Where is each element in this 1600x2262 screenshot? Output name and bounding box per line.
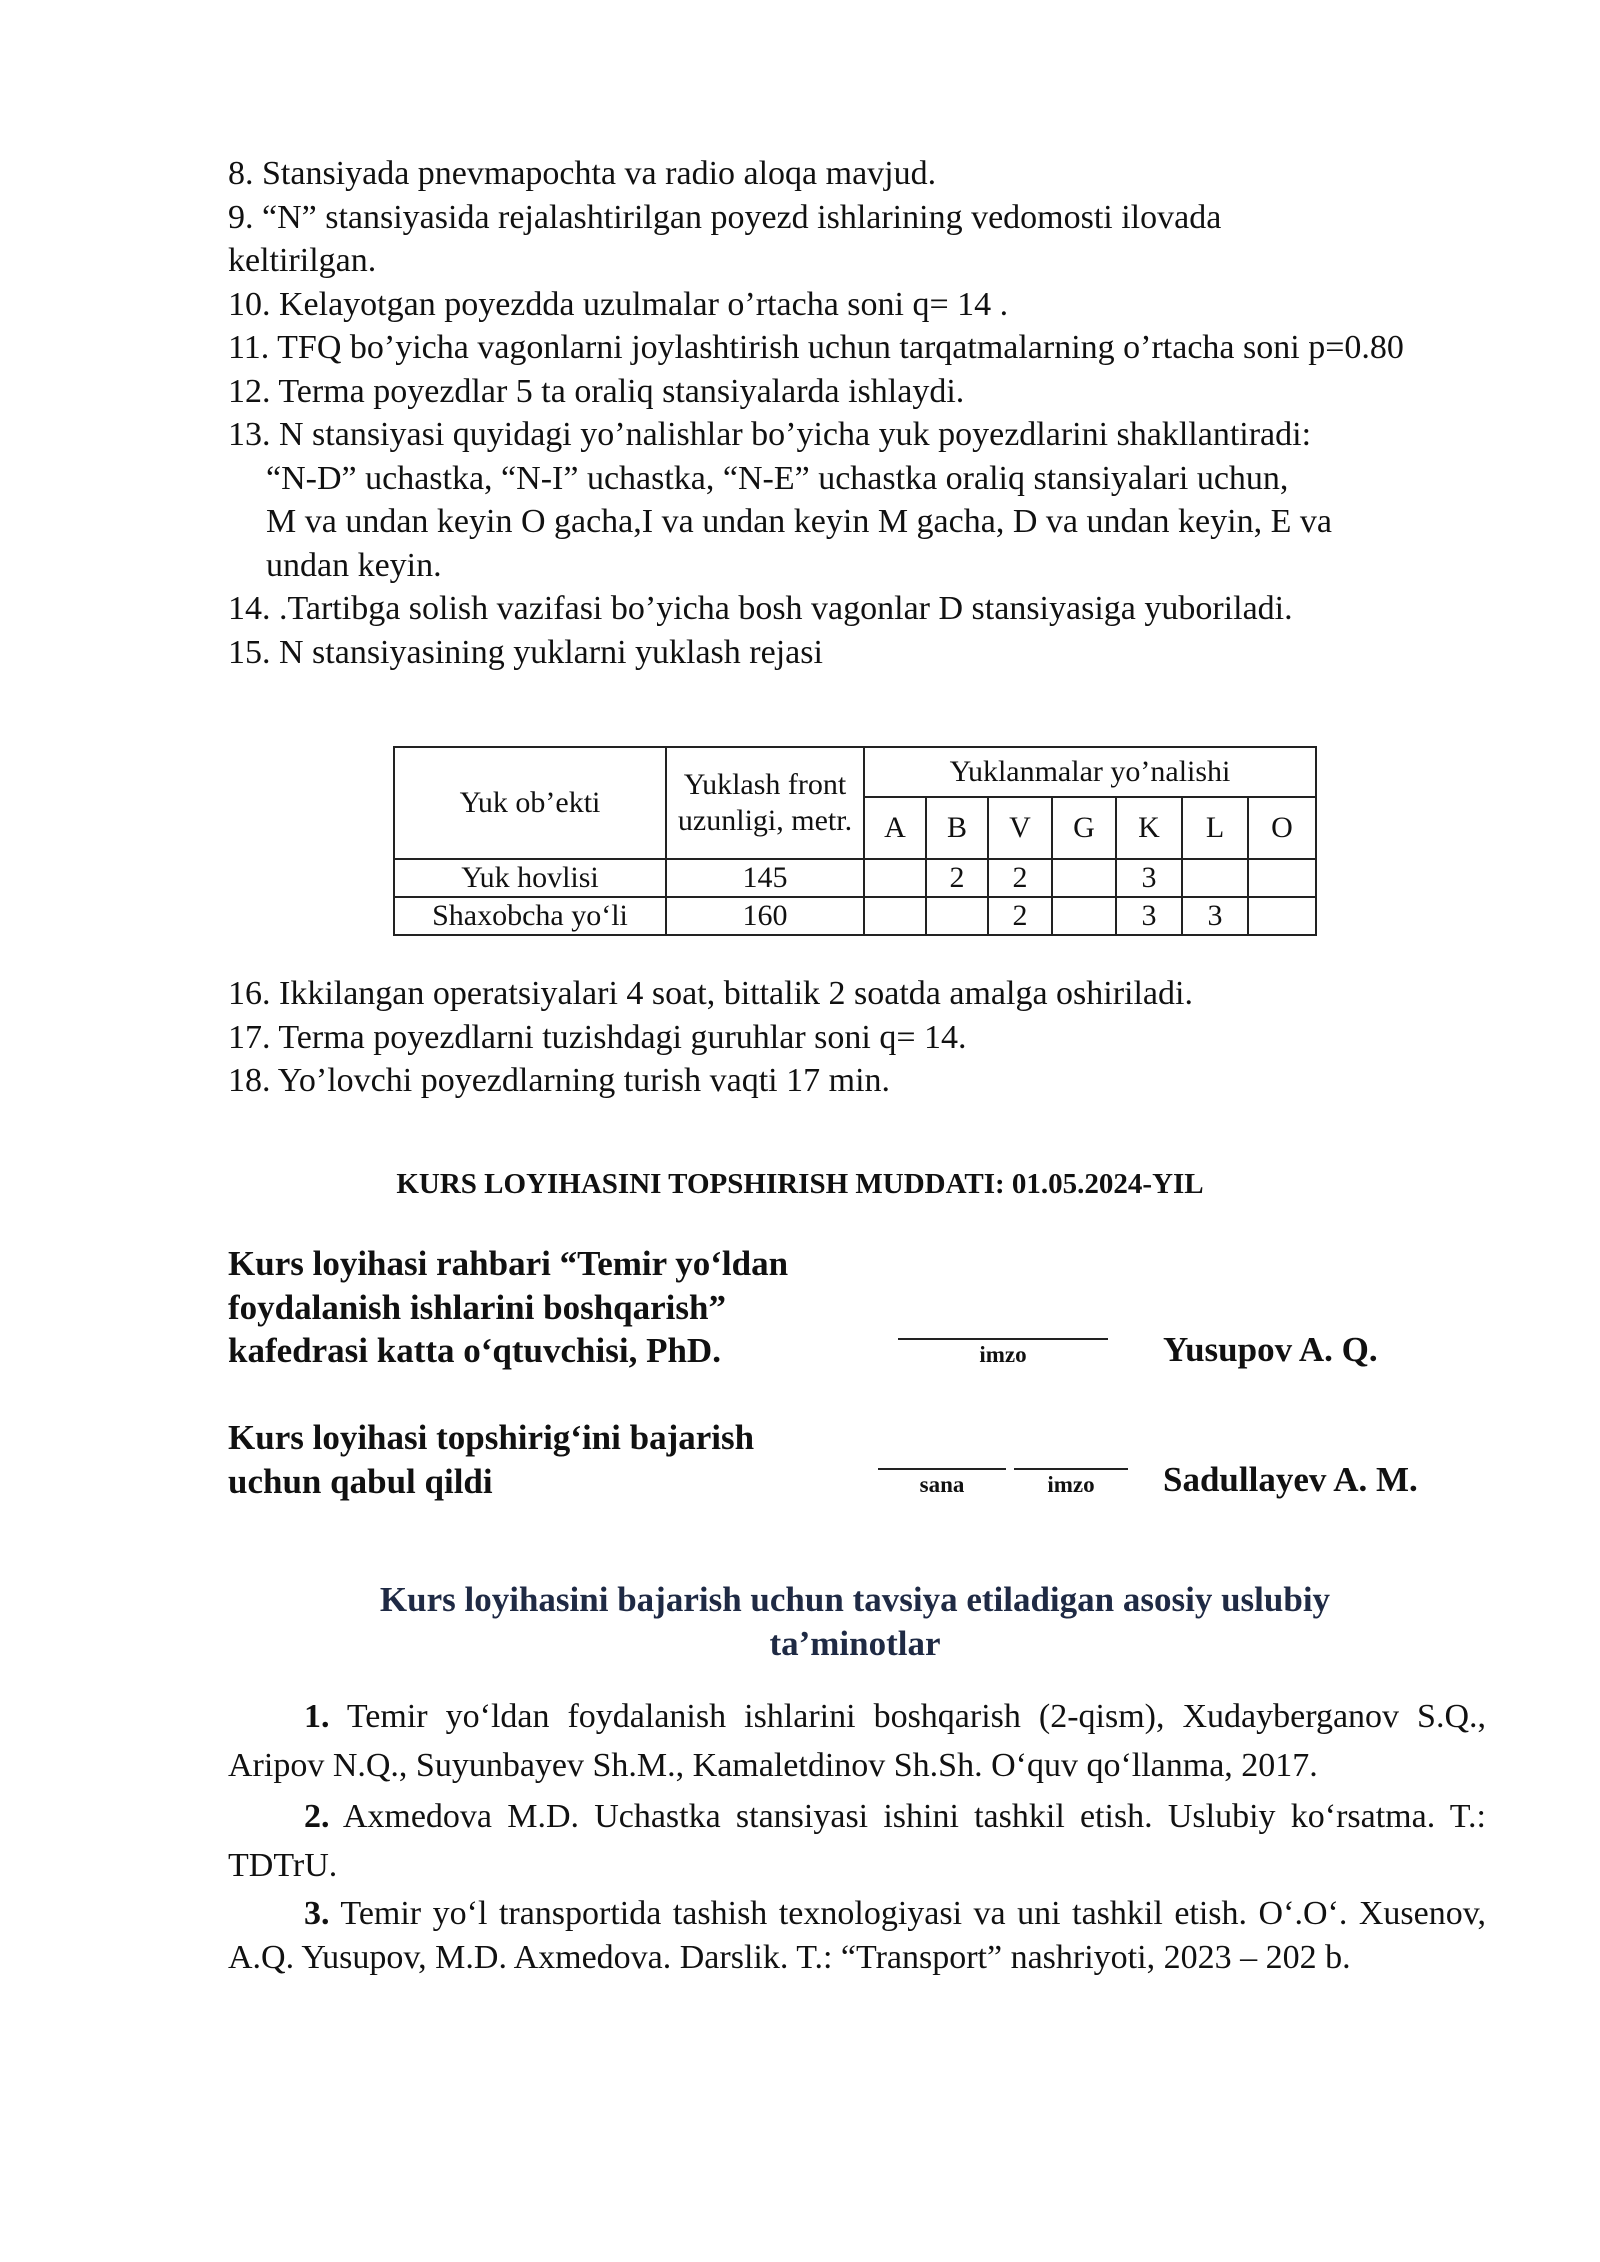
table-header-direction: B bbox=[926, 797, 988, 859]
supervisor-signature-line bbox=[898, 1338, 1108, 1340]
student-title: Kurs loyihasi topshirig‘ini bajarish uchun qabul qildi bbox=[228, 1418, 755, 1501]
list-item-continuation: M va undan keyin O gacha,I va undan keyin M gacha, D va undan keyin, E va bbox=[266, 503, 1332, 540]
table-cell-front: 145 bbox=[666, 859, 864, 897]
table-cell-object: Yuk hovlisi bbox=[394, 859, 666, 897]
references-title: Kurs loyihasini bajarish uchun tavsiya etiladigan asosiy uslubiy ta’minotlar bbox=[379, 1580, 1331, 1663]
table-cell bbox=[1248, 897, 1316, 935]
student-signature-line bbox=[1014, 1468, 1128, 1470]
table-cell bbox=[1182, 859, 1248, 897]
conditions-list bbox=[228, 152, 1488, 674]
table-cell: 3 bbox=[1116, 859, 1182, 897]
list-item: 13. N stansiyasi quyidagi yo’nalishlar bo’yicha yuk poyezdlarini shakllantiradi: bbox=[228, 416, 1312, 453]
deadline-heading: KURS LOYIHASINI TOPSHIRISH MUDDATI: 01.05.2024-YIL bbox=[396, 1168, 1204, 1200]
list-item: 8. Stansiyada pnevmapochta va radio aloqa mavjud. bbox=[228, 155, 937, 192]
supervisor-title: Kurs loyihasi rahbari “Temir yo‘ldan foydalanish ishlarini boshqarish” kafedrasi katta o‘qtuvchisi, PhD. bbox=[228, 1244, 789, 1370]
list-item: 9. “N” stansiyasida rejalashtirilgan poyezd ishlarining vedomosti ilovada keltirilgan. bbox=[228, 198, 1222, 279]
list-item: 16. Ikkilangan operatsiyalari 4 soat, bittalik 2 soatda amalga oshiriladi. bbox=[228, 975, 1193, 1012]
list-item: 10. Kelayotgan poyezdda uzulmalar o’rtacha soni q= 14 . bbox=[228, 285, 1009, 323]
table-cell-front: 160 bbox=[666, 897, 864, 935]
references-list bbox=[228, 1692, 1486, 1982]
list-item: 17. Terma poyezdlarni tuzishdagi guruhlar soni q= 14. bbox=[228, 1018, 967, 1056]
conditions-list-continued bbox=[228, 972, 1488, 1103]
list-item: 11. TFQ bo’yicha vagonlarni joylashtirish uchun tarqatmalarning o’rtacha soni p=0.80 bbox=[228, 329, 1404, 366]
table-cell-object: Shaxobcha yo‘li bbox=[394, 897, 666, 935]
table-header-direction: O bbox=[1248, 797, 1316, 859]
supervisor-name: Yusupov A. Q. bbox=[1163, 1330, 1378, 1369]
list-item: 14. .Tartibga solish vazifasi bo’yicha bosh vagonlar D stansiyasiga yuboriladi. bbox=[228, 590, 1293, 627]
table-cell bbox=[864, 859, 926, 897]
list-item: 18. Yo’lovchi poyezdlarning turish vaqti 17 min. bbox=[228, 1062, 891, 1099]
table-cell: 2 bbox=[926, 859, 988, 897]
table-cell: 2 bbox=[988, 859, 1052, 897]
table-header-direction: K bbox=[1116, 797, 1182, 859]
student-name: Sadullayev A. M. bbox=[1163, 1460, 1418, 1499]
table-cell bbox=[864, 897, 926, 935]
table-header-directions: Yuklanmalar yo’nalishi bbox=[864, 747, 1316, 797]
table-cell: 3 bbox=[1116, 897, 1182, 935]
student-signature-label: imzo bbox=[1047, 1472, 1095, 1497]
student-date-line bbox=[878, 1468, 1006, 1470]
table-cell bbox=[926, 897, 988, 935]
table-cell: 2 bbox=[988, 897, 1052, 935]
table-row bbox=[394, 859, 1316, 897]
table-cell bbox=[1248, 859, 1316, 897]
table-header-direction: L bbox=[1182, 797, 1248, 859]
list-item: 15. N stansiyasining yuklarni yuklash rejasi bbox=[228, 633, 823, 671]
table-header-direction: A bbox=[864, 797, 926, 859]
reference-item: 2. Axmedova M.D. Uchastka stansiyasi ishini tashkil etish. Uslubiy ko‘rsatma. T.: TDTrU. bbox=[228, 1798, 1486, 1884]
loading-plan-table bbox=[393, 746, 1317, 936]
table-cell bbox=[1052, 859, 1116, 897]
table-header-direction: G bbox=[1052, 797, 1116, 859]
reference-item: 1. Temir yo‘ldan foydalanish ishlarini boshqarish (2-qism), Xudayberganov S.Q., Aripov N.Q., Suyunbayev Sh.M., Kamaletdinov Sh.Sh. O‘quv qo‘llanma, 2017. bbox=[228, 1698, 1487, 1784]
student-date-label: sana bbox=[919, 1472, 965, 1497]
reference-item: 3. Temir yo‘l transportida tashish texnologiyasi va uni tashkil etish. O‘.O‘. Xusenov, A.Q. Yusupov, M.D. Axmedova. Darslik. T.: “Transport” nashriyoti, 2023 – 202 b. bbox=[228, 1895, 1487, 1976]
supervisor-signature-label: imzo bbox=[979, 1342, 1027, 1367]
table-cell: 3 bbox=[1182, 897, 1248, 935]
table-row bbox=[394, 897, 1316, 935]
table-cell bbox=[1052, 897, 1116, 935]
list-item-continuation: “N-D” uchastka, “N-I” uchastka, “N-E” uchastka oraliq stansiyalari uchun, bbox=[266, 459, 1289, 497]
list-item-continuation: undan keyin. bbox=[266, 546, 442, 584]
table-header-front: Yuklash front uzunligi, metr. bbox=[666, 747, 864, 859]
table-header-object: Yuk ob’ekti bbox=[394, 747, 666, 859]
list-item: 12. Terma poyezdlar 5 ta oraliq stansiyalarda ishlaydi. bbox=[228, 372, 965, 410]
table-header-direction: V bbox=[988, 797, 1052, 859]
